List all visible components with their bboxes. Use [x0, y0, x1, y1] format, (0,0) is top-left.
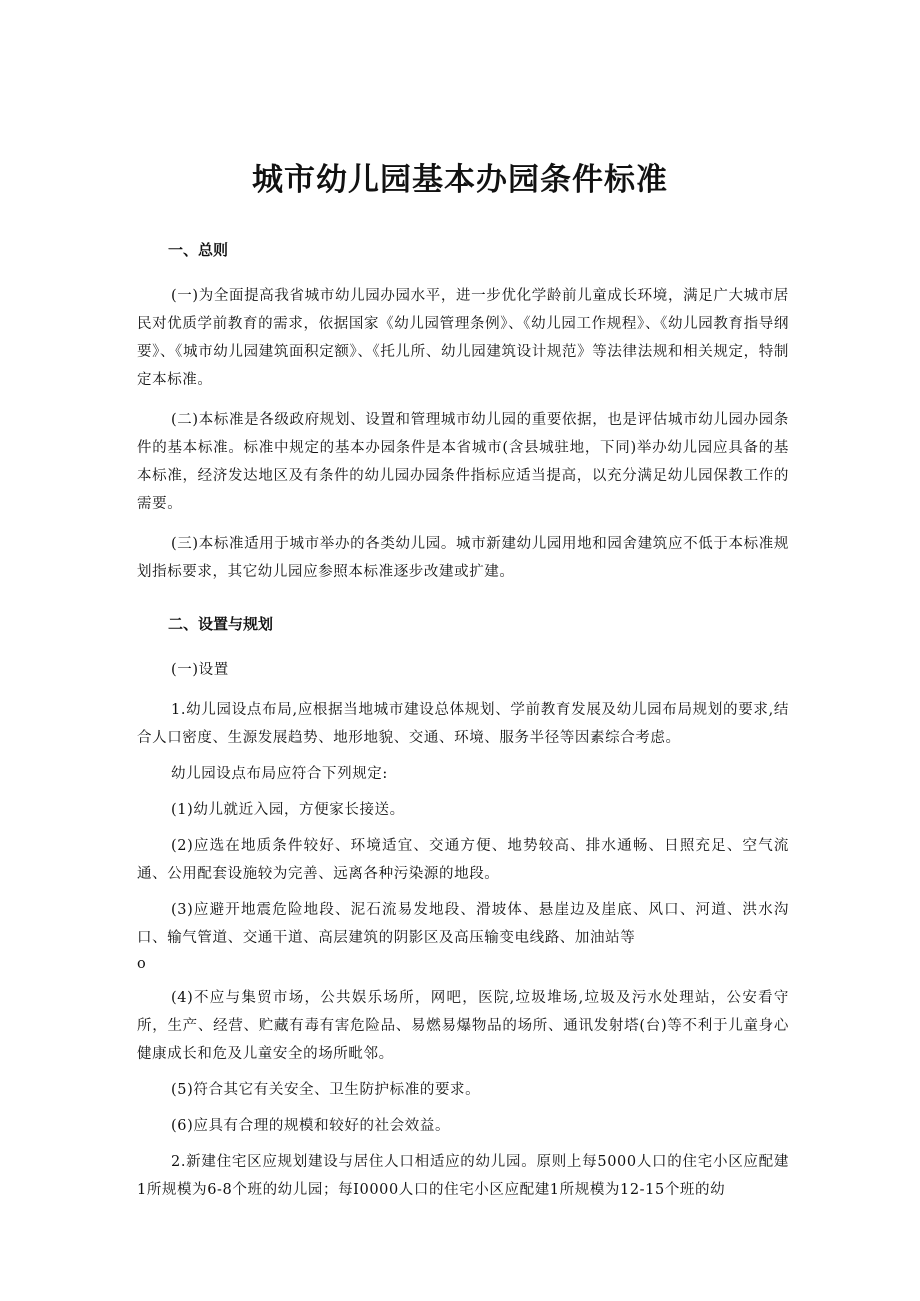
rule-3: (3)应避开地震危险地段、泥石流易发地段、滑坡体、悬崖边及崖底、风口、河道、洪水沟口、输气管道、交通干道、高层建筑的阴影区及高压输变电线路、加油站等: [137, 902, 789, 946]
document-title: 城市幼儿园基本办园条件标准: [252, 162, 668, 198]
paragraph-general-1: (一)为全面提高我省城市幼儿园办园水平，进一步优化学龄前儿童成长环境，满足广大城市居民对优质学前教育的需求，依据国家《幼儿园管理条例》、《幼儿园工作规程》、《幼儿园教育指导纲要》、《城市幼儿园建筑面积定额》、《托儿所、幼儿园建筑设计规范》等法律法规和相关规定，特制定本标准。: [137, 288, 789, 388]
rules-intro: 幼儿园设点布局应符合下列规定:: [171, 766, 388, 782]
item-2-residential: 2.新建住宅区应规划建设与居住人口相适应的幼儿园。原则上每5000人口的住宅小区应配建1所规模为6-8个班的幼儿园；每I0000人口的住宅小区应配建1所规模为12-15个班的幼: [137, 1154, 789, 1198]
rule-6: (6)应具有合理的规模和较好的社会效益。: [171, 1118, 451, 1134]
rule-1: (1)幼儿就近入园，方便家长接送。: [171, 802, 405, 818]
subheading-setup: (一)设置: [171, 662, 229, 678]
item-1-layout: 1.幼儿园设点布局,应根据当地城市建设总体规划、学前教育发展及幼儿园布局规划的要求,结合人口密度、生源发展趋势、地形地貌、交通、环境、服务半径等因素综合考虑。: [137, 702, 789, 746]
paragraph-general-3: (三)本标准适用于城市举办的各类幼儿园。城市新建幼儿园用地和园舍建筑应不低于本标准规划指标要求，其它幼儿园应参照本标准逐步改建或扩建。: [137, 536, 789, 580]
rule-4: (4)不应与集贸市场，公共娱乐场所，网吧，医院,垃圾堆场,垃圾及污水处理站，公安看守所，生产、经营、贮藏有毒有害危险品、易燃易爆物品的场所、通讯发射塔(台)等不利于儿童身心健康成长和危及儿童安全的场所毗邻。: [137, 990, 789, 1062]
section-heading-general: 一、总则: [168, 241, 229, 259]
rule-5: (5)符合其它有关安全、卫生防护标准的要求。: [171, 1082, 481, 1098]
paragraph-general-2: (二)本标准是各级政府规划、设置和管理城市幼儿园的重要依据，也是评估城市幼儿园办园条件的基本标准。标准中规定的基本办园条件是本省城市(含县城驻地，下同)举办幼儿园应具备的基本标准，经济发达地区及有条件的幼儿园办园条件指标应适当提高，以充分满足幼儿园保教工作的需要。: [137, 412, 789, 512]
document-body: [137, 236, 789, 1204]
rule-3-tail: o: [137, 956, 146, 972]
rule-2: (2)应选在地质条件较好、环境适宜、交通方便、地势较高、排水通畅、日照充足、空气流通、公用配套设施较为完善、远离各种污染源的地段。: [137, 838, 789, 882]
section-heading-planning: 二、设置与规划: [168, 615, 274, 633]
